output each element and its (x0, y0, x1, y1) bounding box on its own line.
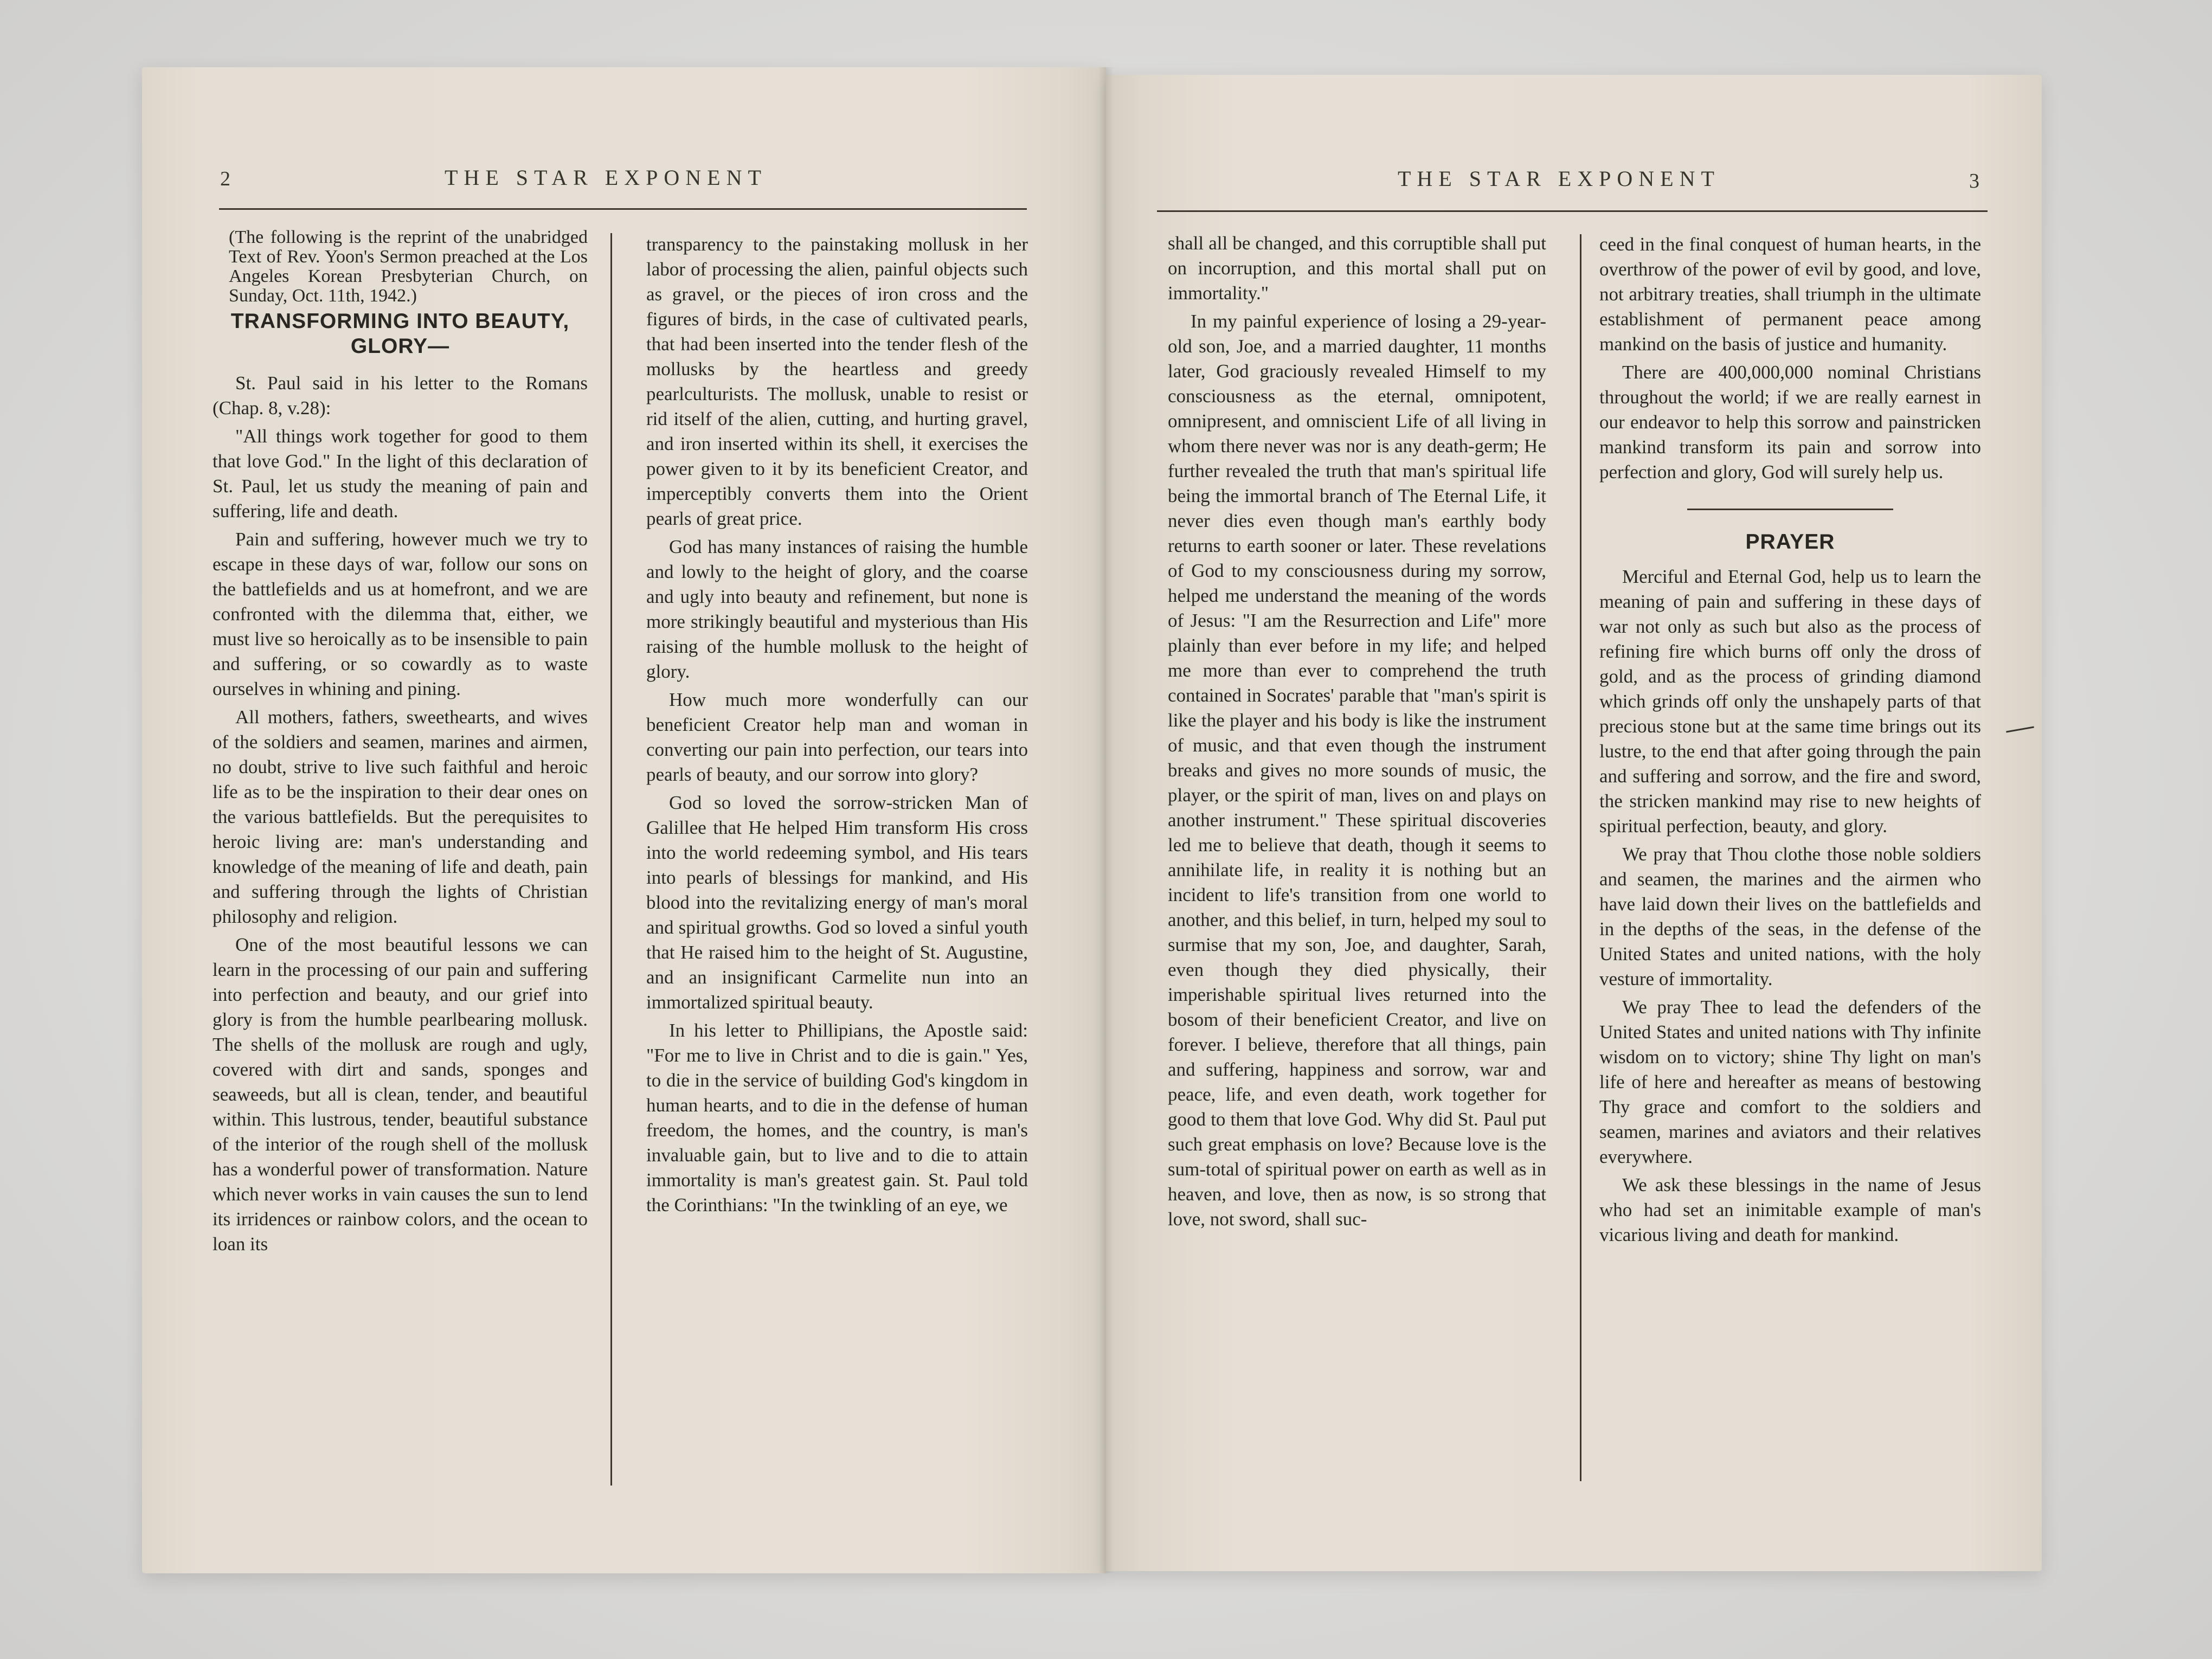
column-4 (1599, 232, 1981, 1251)
paragraph: "All things work together for good to them that love God." In the light of this declaration of St. Paul, let us study the meaning of pain and suffering, life and death. (213, 426, 588, 522)
column-3 (1168, 231, 1546, 1235)
sermon-intro-note: (The following is the reprint of the unabridged Text of Rev. Yoon's Sermon preached at the Los Angeles Korean Presbyterian Church, on Sunday, Oct. 11th, 1942.) (229, 227, 588, 306)
prayer-title: PRAYER (1745, 530, 1835, 554)
prayer-paragraph: We pray that Thou clothe those noble soldiers and seamen, the marines and the airmen who have laid down their lives on the battlefields and in the depths of the seas, in the defense of the United States and united nations, with the holy vesture of immortality. (1599, 844, 1981, 989)
section-divider (1687, 509, 1893, 510)
column-1 (213, 228, 588, 1260)
paragraph: ceed in the final conquest of human hearts, in the overthrow of the power of evil by good, and love, not arbitrary treaties, shall triumph in the ultimate establishment of permanent peace among mankind on the basis of justice and humanity. (1599, 234, 1981, 355)
left-header-rule (219, 208, 1027, 210)
paragraph: All mothers, fathers, sweethearts, and wives of the soldiers and seamen, marines and airmen, no doubt, strive to live such faithful and heroic life as to be the inspiration to their dear ones on the various battlefields. But the perequisites to heroic living are: man's understanding and knowledge of the meaning of life and death, pain and suffering through the lights of Christian philosophy and religion. (213, 706, 588, 927)
paragraph: There are 400,000,000 nominal Christians throughout the world; if we are really earnest in our endeavor to help this sorrow and painstricken mankind transform its pain and sorrow into perfection and glory, God will surely help us. (1599, 362, 1981, 483)
column-2 (646, 232, 1028, 1221)
paragraph: St. Paul said in his letter to the Romans (Chap. 8, v.28): (213, 372, 588, 419)
prayer-paragraph: We pray Thee to lead the defenders of the United States and united nations with Thy infinite wisdom on to victory; shine Thy light on man's life of here and hereafter as means of bestowing Thy grace and comfort to the soldiers and seamen, marines and aviators and their relatives everywhere. (1599, 996, 1981, 1167)
prayer-paragraph: We ask these blessings in the name of Jesus who had set an inimitable example of man's vicarious living and death for mankind. (1599, 1174, 1981, 1245)
sermon-title: TRANSFORMING INTO BEAUTY, GLORY— (230, 310, 570, 358)
left-running-head: THE STAR EXPONENT (445, 165, 767, 190)
paragraph: shall all be changed, and this corruptible shall put on incorruption, and this mortal shall put on immortality." (1168, 233, 1546, 304)
right-page-number: 3 (1969, 170, 1979, 192)
paragraph: transparency to the painstaking mollusk in her labor of processing the alien, painful objects such as gravel, or the pieces of iron cross and the figures of birds, in the case of cultivated pearls, that had been inserted into the tender flesh of the mollusks by the heartless and greedy pearlculturists. The mollusk, unable to resist or rid itself of the alien, cutting, and hurting gravel, and iron inserted within its shell, it exercises the power given to it by its beneficient Creator, and imperceptibly converts them into the Orient pearls of great price. (646, 234, 1028, 529)
prayer-paragraph: Merciful and Eternal God, help us to learn the meaning of pain and suffering in these days of war not only as such but also as the process of refining fire which burns off only the dross of gold, and as the process of grinding diamond which grinds off only the unshapely parts of that precious stone but at the same time brings out its lustre, to the end that after going through the pain and suffering and sorrow, and the fire and sword, the stricken mankind may rise to new heights of spiritual perfection, beauty, and glory. (1599, 566, 1981, 837)
paragraph: How much more wonderfully can our beneficient Creator help man and woman in converting our pain into perfection, our tears into pearls of beauty, and our sorrow into glory? (646, 689, 1028, 785)
column-rule-right (1580, 234, 1581, 1481)
paragraph: In his letter to Phillipians, the Apostle said: "For me to live in Christ and to die is gain." Yes, to die in the service of building God's kingdom in human hearts, and to die in the defense of human freedom, the homes, and the country, is man's invaluable gain, but to live and to die to attain immortality is man's greatest gain. St. Paul told the Corinthians: "In the twinkling of an eye, we (646, 1020, 1028, 1216)
center-fold (1098, 67, 1114, 1573)
paragraph: God so loved the sorrow-stricken Man of Galillee that He helped Him transform His cross into the world redeeming symbol, and His tears into pearls of blessings for mankind, and His blood into the revitalizing energy of man's moral and spiritual growths. God so loved a sinful youth that He raised him to the height of St. Augustine, and an insignificant Carmelite nun into an immortalized spiritual beauty. (646, 792, 1028, 1013)
left-page-number: 2 (220, 168, 230, 190)
paragraph: God has many instances of raising the humble and lowly to the height of glory, and the coarse and ugly into beauty and refinement, but none is more strikingly beautiful and mysterious than His raising of the humble mollusk to the height of glory. (646, 536, 1028, 682)
paragraph: Pain and suffering, however much we try to escape in these days of war, follow our sons on the battlefields and us at homefront, and we are confronted with the dilemma that, either, we must live so heroically as to be insensible to pain and suffering, or so cowardly as to waste ourselves in whining and pining. (213, 529, 588, 699)
right-running-head: THE STAR EXPONENT (1398, 166, 1720, 191)
right-header-rule (1157, 210, 1988, 212)
paragraph: In my painful experience of losing a 29-year-old son, Joe, and a married daughter, 11 months later, God graciously revealed Himself to my consciousness as the eternal, omnipotent, omnipresent, and omniscient Life of all living in whom there never was nor is any death-germ; He further revealed the truth that man's spiritual life being the immortal branch of The Eternal Life, it never dies even though man's earthly body returns to earth sooner or later. These revelations of God to my consciousness during my sorrow, helped me understand the meaning of the words of Jesus: "I am the Resurrection and Life" more plainly than ever before in my life; and helped me more than ever to comprehend the truth contained in Socrates' parable that "man's spirit is like the player and his body is like the instrument of music, and that even though the instrument breaks and gives no more sounds of music, the player, or the spirit of man, lives on and plays on another instrument." These spiritual discoveries led me to believe that death, though it seems to annihilate life, in reality it is nothing but an incident to life's transition from one world to another, and this belief, in turn, helped my soul to surmise that my son, Joe, and daughter, Sarah, even though they died physically, their imperishable spiritual lives returned into the bosom of their beneficient Creator, and live on forever. I believe, therefore that all things, pain and suffering, happiness and sorrow, war and peace, life, and even death, work together for good to them that love God. Why did St. Paul put such great emphasis on love? Because love is the sum-total of spiritual power on earth as well as in heaven, and love, then as now, is so strong that love, not sword, shall suc- (1168, 311, 1546, 1230)
paragraph: One of the most beautiful lessons we can learn in the processing of our pain and suffering into perfection and beauty, and our grief into glory is from the humble pearlbearing mollusk. The shells of the mollusk are rough and ugly, covered with dirt and sands, sponges and seaweeds, but all is clean, tender, and beautiful within. This lustrous, tender, beautiful substance of the interior of the rough shell of the mollusk has a wonderful power of transformation. Nature which never works in vain causes the sun to lend its irridences or rainbow colors, and the ocean to loan its (213, 934, 588, 1255)
column-rule-left (610, 233, 612, 1486)
